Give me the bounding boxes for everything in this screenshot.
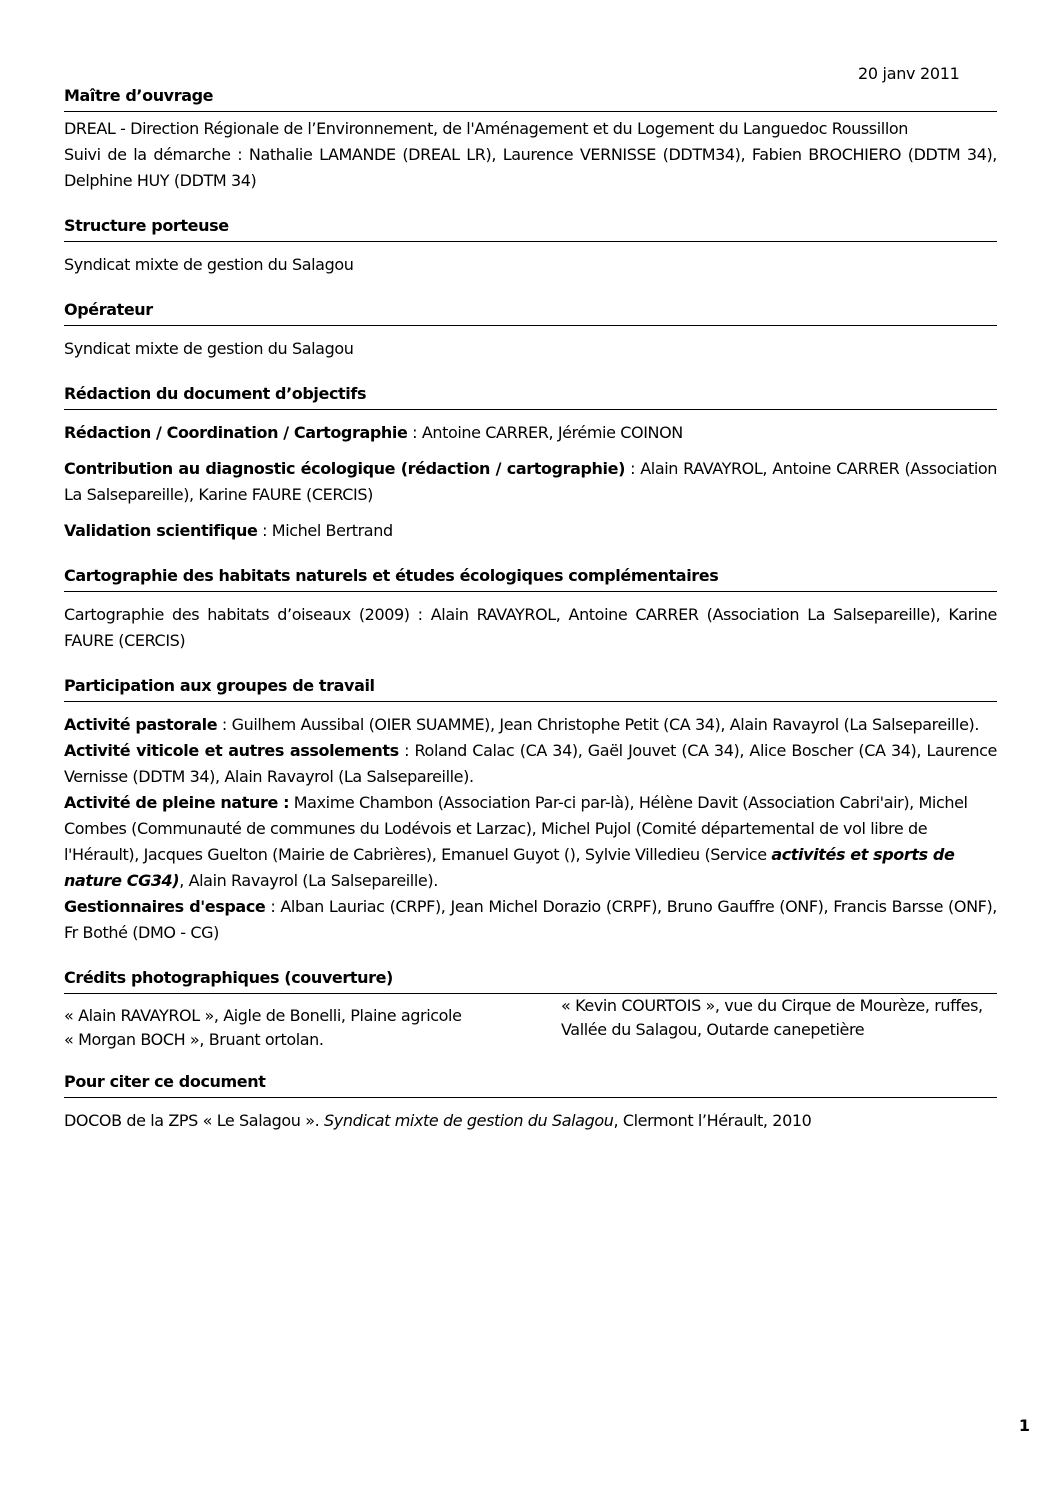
- label: Contribution au diagnostic écologique (rédaction / cartographie): [64, 459, 625, 478]
- credits-right-column: « Kevin COURTOIS », vue du Cirque de Mourèze, ruffes, Vallée du Salagou, Outarde canepetière: [561, 996, 983, 1039]
- section-title: Pour citer ce document: [64, 1072, 997, 1098]
- value: Maxime Chambon (Association Par-ci par-là), Hélène Davit (Association Cabri'air), Michel Combes (Communauté de communes du Lodévois et Larzac), Michel Pujol (Comité départemental de vol libre de l'Hérault), Jacques Guelton (Mairie de Cabrières), Emanuel Guyot (), Sylvie Villedieu (Service: [64, 793, 968, 864]
- italic-value: activités et sports de nature CG34): [64, 845, 955, 890]
- value: DOCOB de la ZPS « Le Salagou ».: [64, 1111, 324, 1130]
- label: Validation scientifique: [64, 521, 258, 540]
- section-title: Structure porteuse: [64, 216, 997, 242]
- document-date: 20 janv 2011: [858, 64, 960, 83]
- page-number: 1: [1018, 1416, 1030, 1435]
- value: , Clermont l’Hérault, 2010: [613, 1111, 812, 1130]
- credit-line: « Morgan BOCH », Bruant ortolan.: [64, 1030, 324, 1049]
- contribution-diagnostic: [64, 456, 997, 508]
- value: : Roland Calac (CA 34), Gaël Jouvet (CA 34), Alice Boscher (CA 34), Laurence Vernisse (DDTM 34), Alain Ravayrol (La Salsepareille).: [64, 741, 997, 786]
- document-content: [64, 86, 997, 1134]
- gestionnaires-espace: [64, 894, 997, 946]
- label: Gestionnaires d'espace: [64, 897, 266, 916]
- section-title: Rédaction du document d’objectifs: [64, 384, 997, 410]
- section-title: Cartographie des habitats naturels et études écologiques complémentaires: [64, 566, 997, 592]
- section-operateur: [64, 300, 997, 362]
- section-redaction: [64, 384, 997, 544]
- section-participation: [64, 676, 997, 946]
- section-cartographie: [64, 566, 997, 654]
- activite-pleine-nature: [64, 790, 997, 894]
- credit-line: « Alain RAVAYROL », Aigle de Bonelli, Plaine agricole: [64, 1006, 462, 1025]
- suivi-demarche-line: Suivi de la démarche : Nathalie LAMANDE (DREAL LR), Laurence VERNISSE (DDTM34), Fabien BROCHIERO (DDTM 34), Delphine HUY (DDTM 34): [64, 145, 997, 190]
- value: : Guilhem Aussibal (OIER SUAMME), Jean Christophe Petit (CA 34), Alain Ravayrol (La Salsepareille).: [217, 715, 980, 734]
- label: Rédaction / Coordination / Cartographie: [64, 423, 408, 442]
- italic-value: Syndicat mixte de gestion du Salagou: [324, 1111, 614, 1130]
- activite-pastorale: [64, 712, 997, 738]
- label: Activité viticole et autres assolements: [64, 741, 399, 760]
- section-credits: [64, 968, 997, 1052]
- value: : Alain RAVAYROL, Antoine CARRER (Association La Salsepareille), Karine FAURE (CERCIS): [64, 459, 997, 504]
- structure-text: Syndicat mixte de gestion du Salagou: [64, 255, 354, 274]
- credits-left-column: [64, 1004, 484, 1052]
- credits-table: [64, 994, 997, 1052]
- section-structure-porteuse: [64, 216, 997, 278]
- value: , Alain Ravayrol (La Salsepareille).: [179, 871, 438, 890]
- activite-viticole: [64, 738, 997, 790]
- label: Activité pastorale: [64, 715, 218, 734]
- section-title: Maître d’ouvrage: [64, 86, 997, 112]
- section-title: Opérateur: [64, 300, 997, 326]
- value: : Antoine CARRER, Jérémie COINON: [407, 423, 683, 442]
- section-citation: [64, 1072, 997, 1134]
- cartographie-text: Cartographie des habitats d’oiseaux (2009) : Alain RAVAYROL, Antoine CARRER (Association La Salsepareille), Karine FAURE (CERCIS): [64, 605, 997, 650]
- redaction-coordination: [64, 420, 997, 446]
- maitre-ouvrage-line: DREAL - Direction Régionale de l’Environnement, de l'Aménagement et du Logement du Languedoc Roussillon: [64, 119, 909, 138]
- citation-text: [64, 1108, 997, 1134]
- label: Activité de pleine nature :: [64, 793, 290, 812]
- section-maitre-ouvrage: [64, 86, 997, 194]
- validation-scientifique: [64, 518, 997, 544]
- operateur-text: Syndicat mixte de gestion du Salagou: [64, 339, 354, 358]
- value: : Alban Lauriac (CRPF), Jean Michel Dorazio (CRPF), Bruno Gauffre (ONF), Francis Barsse (ONF), Fr Bothé (DMO - CG): [64, 897, 997, 942]
- value: : Michel Bertrand: [257, 521, 393, 540]
- section-title: Crédits photographiques (couverture): [64, 968, 997, 994]
- section-title: Participation aux groupes de travail: [64, 676, 997, 702]
